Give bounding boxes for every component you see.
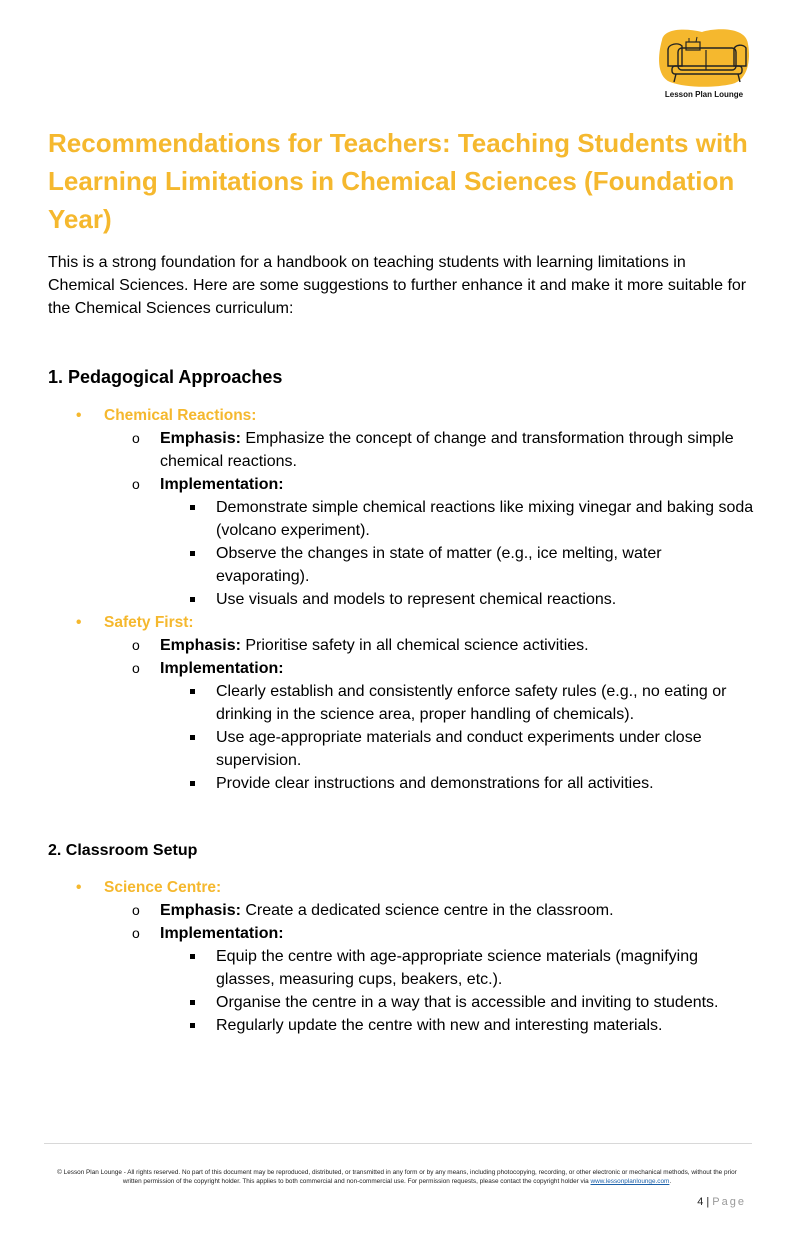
- emphasis-text: Create a dedicated science centre in the classroom.: [240, 902, 614, 919]
- implementation-label: Implementation:: [160, 660, 284, 677]
- category-label: • Chemical Reactions:: [104, 404, 788, 427]
- emphasis-label: Emphasis:: [160, 637, 241, 654]
- list-item: [0, 611, 788, 795]
- list-item: Clearly establish and consistently enforce safety rules (e.g., no eating or drinking in the science area, proper handling of chemicals).: [160, 680, 756, 726]
- section-1-list: [0, 404, 788, 795]
- list-item: Observe the changes in state of matter (e.g., ice melting, water evaporating).: [160, 542, 756, 588]
- website-link[interactable]: www.lessonplanlounge.com: [590, 1178, 670, 1185]
- list-item: Organise the centre in a way that is accessible and inviting to students.: [160, 991, 756, 1014]
- category-label: • Safety First:: [104, 611, 788, 634]
- list-item: [0, 404, 788, 611]
- circle-bullet-icon: o: [132, 637, 140, 653]
- couch-logo-icon: [656, 26, 752, 88]
- page-separator: |: [703, 1196, 713, 1208]
- logo-brand-text: Lesson Plan Lounge: [664, 90, 744, 99]
- list-item: Regularly update the centre with new and interesting materials.: [160, 1014, 756, 1037]
- page-number-value: 4: [697, 1196, 704, 1208]
- list-item: [104, 899, 788, 922]
- circle-bullet-icon: o: [132, 925, 140, 941]
- list-item: Demonstrate simple chemical reactions like mixing vinegar and baking soda (volcano experiment).: [160, 496, 756, 542]
- link-suffix: .: [669, 1178, 672, 1185]
- section-heading: 1. Pedagogical Approaches: [48, 367, 283, 387]
- page-number: [697, 1196, 746, 1208]
- list-item: Equip the centre with age-appropriate science materials (magnifying glasses, measuring cups, beakers, etc.).: [160, 945, 756, 991]
- section-heading: 2. Classroom Setup: [48, 842, 198, 859]
- emphasis-label: Emphasis:: [160, 902, 241, 919]
- section-2-list: [0, 876, 788, 1037]
- logo: [656, 26, 752, 99]
- list-item: Provide clear instructions and demonstrations for all activities.: [160, 772, 756, 795]
- intro-paragraph: This is a strong foundation for a handbook on teaching students with learning limitations in Chemical Sciences. Here are some suggestions to further enhance it and make it more suitable for the Chemical Sciences curriculum:: [48, 254, 747, 317]
- list-item: [0, 876, 788, 1037]
- circle-bullet-icon: o: [132, 476, 140, 492]
- footer-divider: [44, 1143, 752, 1144]
- footer-copyright: [52, 1168, 742, 1186]
- circle-bullet-icon: o: [132, 430, 140, 446]
- copyright-text: © Lesson Plan Lounge - All rights reserved. No part of this document may be reproduced, distributed, or transmitted in any form or by any means, including photocopying, recording, or other electronic or mechanical methods, without the prior written permission of the copyright holder. This applies to both commercial and non-commercial use. For permission requests, please contact the copyright holder via: [57, 1169, 737, 1185]
- emphasis-label: Emphasis:: [160, 430, 241, 447]
- implementation-label: Implementation:: [160, 925, 284, 942]
- emphasis-text: Emphasize the concept of change and transformation through simple chemical reactions.: [160, 430, 734, 470]
- document-title: Recommendations for Teachers: Teaching Students with Learning Limitations in Chemical Sciences (Foundation Year): [48, 128, 748, 234]
- list-item: Use visuals and models to represent chemical reactions.: [160, 588, 756, 611]
- category-label: • Science Centre:: [104, 876, 788, 899]
- emphasis-text: Prioritise safety in all chemical science activities.: [240, 637, 589, 654]
- implementation-label: Implementation:: [160, 476, 284, 493]
- list-item: Use age-appropriate materials and conduct experiments under close supervision.: [160, 726, 756, 772]
- list-item: [104, 634, 788, 657]
- list-item: [104, 657, 788, 795]
- circle-bullet-icon: o: [132, 902, 140, 918]
- list-item: [104, 922, 788, 1037]
- page-label: Page: [712, 1196, 746, 1208]
- list-item: [104, 427, 788, 473]
- list-item: [104, 473, 788, 611]
- circle-bullet-icon: o: [132, 660, 140, 676]
